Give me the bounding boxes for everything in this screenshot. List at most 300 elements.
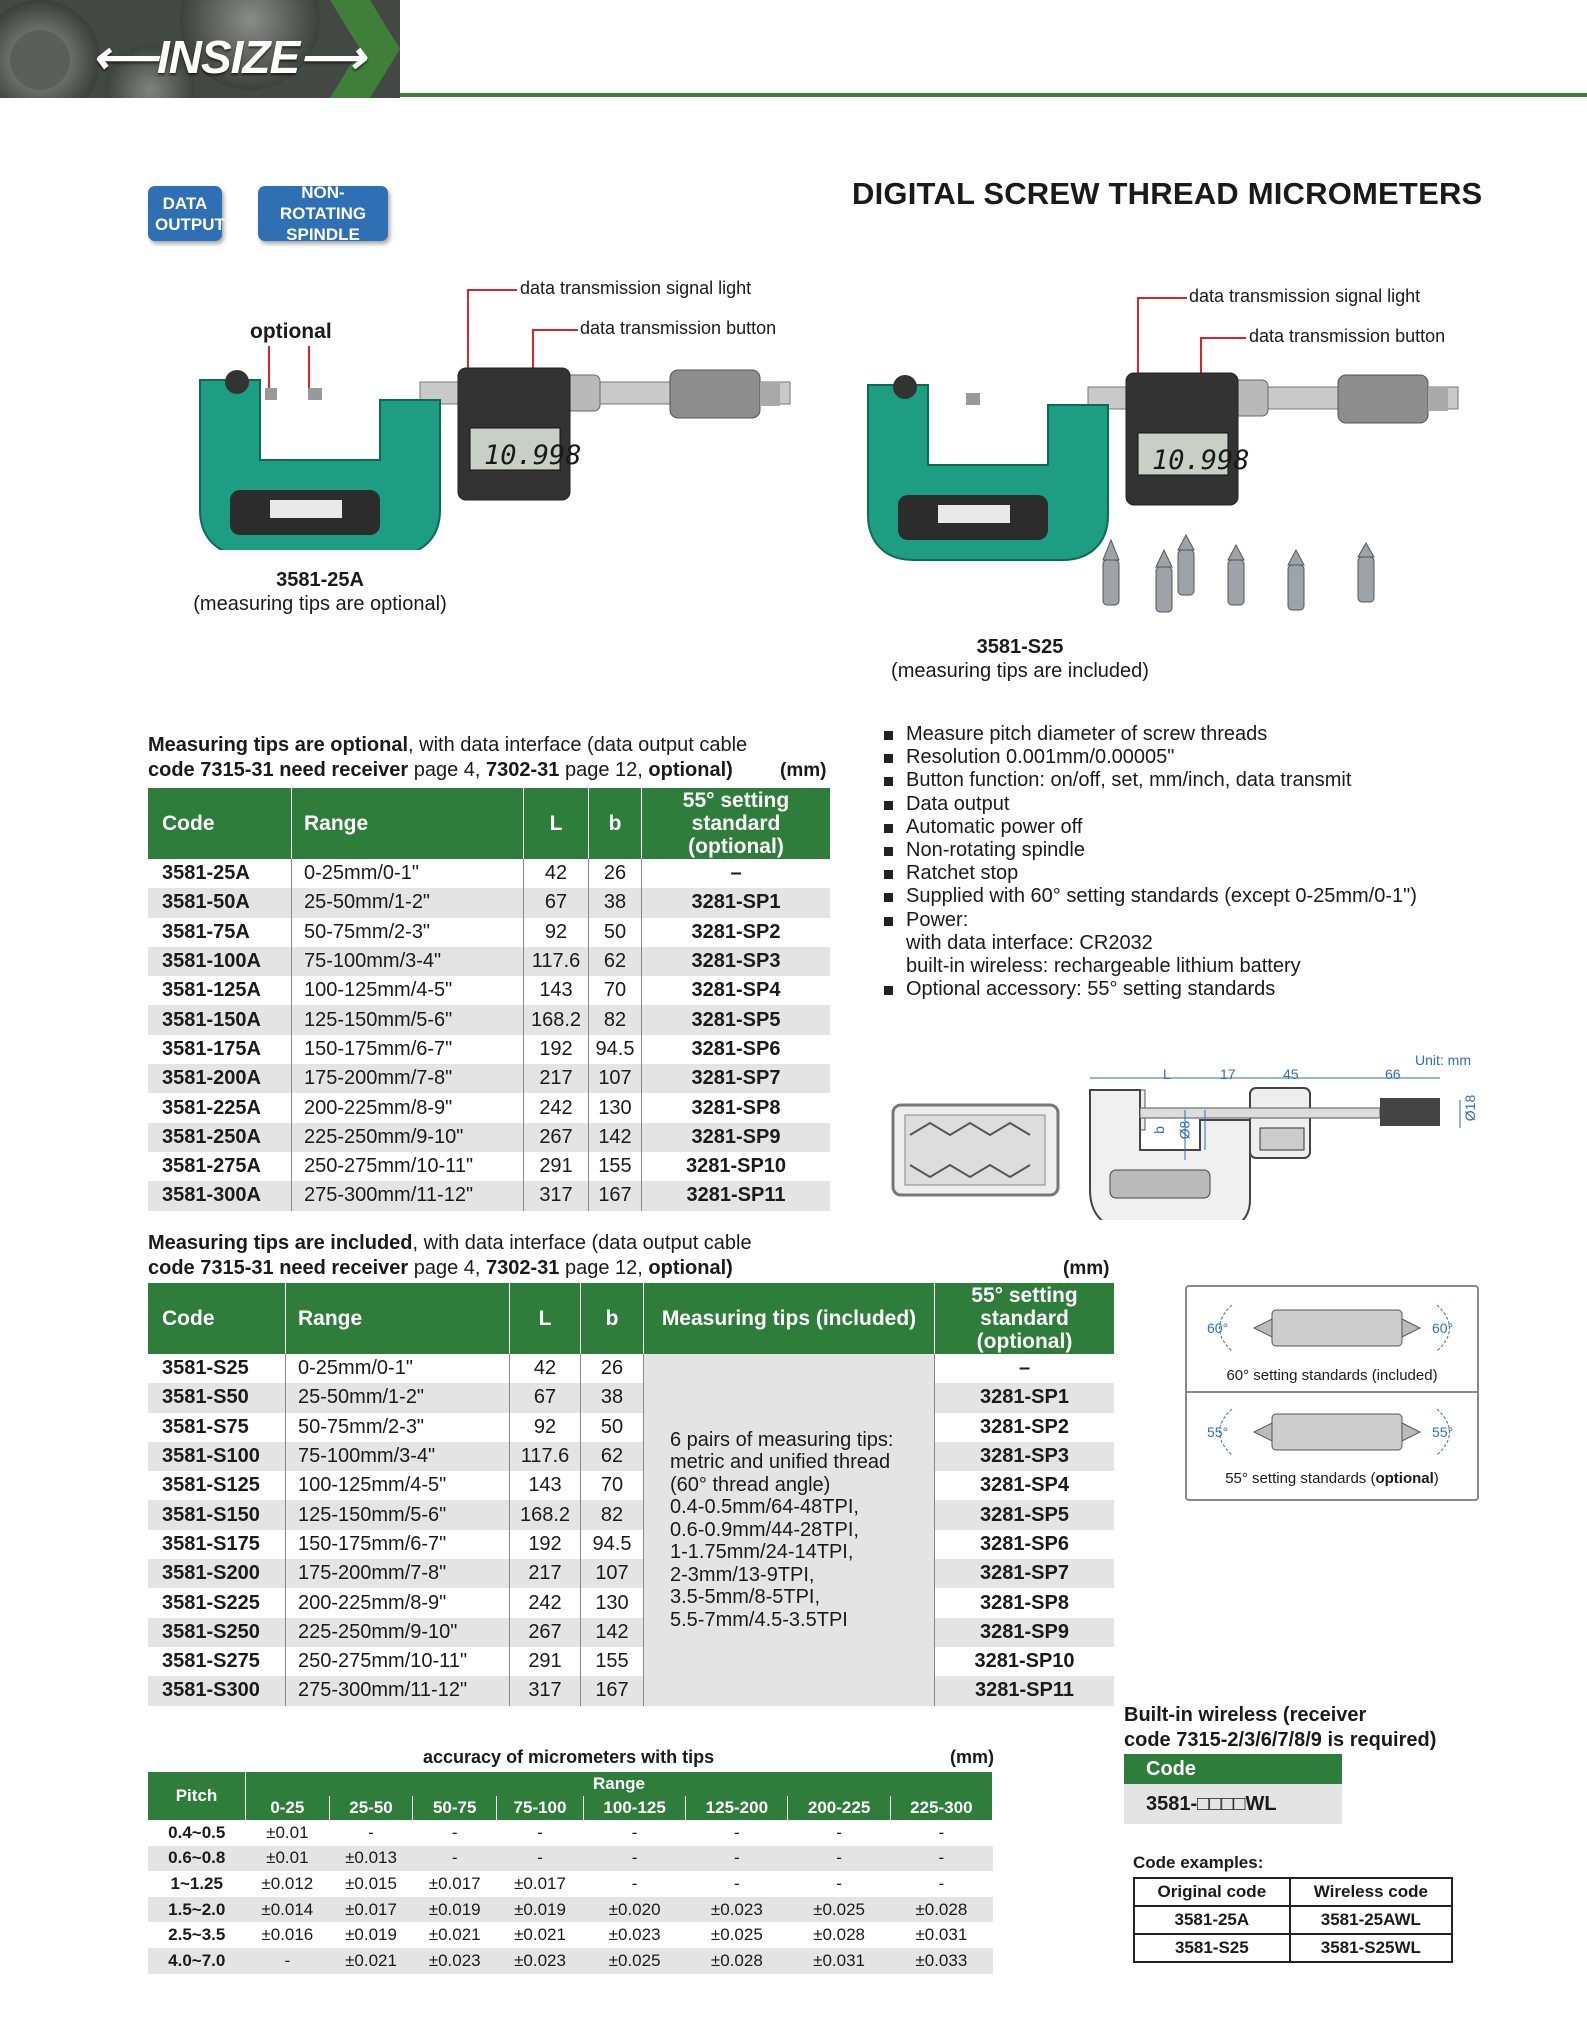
table-cell: 3581-S150: [148, 1500, 286, 1529]
example-cell: 3581-S25WL: [1290, 1934, 1452, 1962]
table-cell: 142: [589, 1123, 642, 1152]
table-cell: 3281-SP2: [691, 920, 781, 943]
title-part: code 7315-2/3/6/7/8/9 is required): [1124, 1729, 1437, 1751]
label-part: optional: [1375, 1470, 1434, 1487]
feature-item: Power:: [882, 909, 1582, 932]
table-row: [148, 1676, 1114, 1705]
table-cell: ±0.025: [788, 1897, 890, 1923]
tips-line: 0.6-0.9mm/44-28TPI,: [670, 1518, 859, 1541]
angle-label: 60°: [1207, 1320, 1229, 1336]
table-row: [148, 1093, 830, 1122]
standard-55-label: [1187, 1470, 1477, 1487]
table-cell: 117.6: [524, 947, 589, 976]
table-cell: 3581-S100: [148, 1442, 286, 1471]
table-cell: 125-150mm/5-6": [286, 1500, 510, 1529]
title-part: Measuring tips are included: [148, 1232, 413, 1254]
table-cell: 26: [581, 1354, 644, 1383]
table-cell: ±0.01: [246, 1846, 330, 1872]
page-title: DIGITAL SCREW THREAD MICROMETERS: [852, 176, 1483, 211]
title-part: page 12,: [559, 1257, 649, 1279]
table-row: [148, 976, 830, 1005]
label-part: ): [1433, 1470, 1439, 1487]
wireless-title: [1124, 1703, 1584, 1753]
table-cell: 3581-275A: [148, 1152, 292, 1181]
feature-item: Optional accessory: 55° setting standards: [882, 978, 1582, 1001]
table-row: [148, 1948, 993, 1974]
table-cell: 3581-100A: [148, 947, 292, 976]
table-cell: 62: [581, 1442, 644, 1471]
power-sub-item: built-in wireless: rechargeable lithium battery: [906, 955, 1301, 978]
table-row: [148, 1530, 1114, 1559]
table-cell: 155: [589, 1152, 642, 1181]
table-cell: 275-300mm/11-12": [286, 1676, 510, 1705]
table-cell: 267: [510, 1618, 581, 1647]
table-accuracy: [148, 1772, 993, 1974]
table-cell: ±0.017: [329, 1897, 413, 1923]
callout-line: [467, 289, 517, 291]
col-header: 125-200: [686, 1796, 788, 1820]
col-header: 225-300: [890, 1796, 992, 1820]
table-row: [148, 1618, 1114, 1647]
col-header: b: [589, 788, 642, 859]
table-cell: 167: [589, 1181, 642, 1210]
table-cell: 3581-S125: [148, 1471, 286, 1500]
table-cell: 130: [589, 1093, 642, 1122]
table-cell: 155: [581, 1647, 644, 1676]
tips-line: 2-3mm/13-9TPI,: [670, 1563, 815, 1586]
table-cell: 3281-SP5: [642, 1005, 831, 1034]
table-row: [148, 1588, 1114, 1617]
table-cell: 3581-150A: [148, 1005, 292, 1034]
table-cell: -: [631, 1873, 638, 1893]
tips-line: metric and unified thread: [670, 1451, 891, 1474]
table-cell: 107: [581, 1559, 644, 1588]
table-cell: ±0.023: [686, 1897, 788, 1923]
table-row: [148, 859, 830, 888]
title-part: code 7315-31 need receiver: [148, 759, 409, 781]
title-part: 7302-31: [486, 1257, 560, 1279]
table-cell: 117.6: [510, 1442, 581, 1471]
model-number: 3581-25A: [276, 569, 364, 591]
title-part: , with data interface (data output cable: [412, 1232, 752, 1254]
table-cell: 250-275mm/10-11": [292, 1152, 524, 1181]
table-cell: ±0.033: [890, 1948, 992, 1974]
table-cell: ±0.023: [497, 1948, 584, 1974]
table-cell: 242: [524, 1093, 589, 1122]
title-part: optional): [648, 1257, 733, 1279]
table-cell: 3281-SP5: [935, 1500, 1115, 1529]
table-row: [148, 1064, 830, 1093]
table-cell: 26: [589, 859, 642, 888]
table-cell: 67: [524, 888, 589, 917]
table-cell: ±0.028: [686, 1948, 788, 1974]
feature-item: Automatic power off: [882, 816, 1582, 839]
col-header: b: [581, 1283, 644, 1354]
table-cell: 3581-50A: [148, 888, 292, 917]
table-row: [148, 1922, 993, 1948]
table-row: [148, 947, 830, 976]
table-cell: 3281-SP2: [980, 1415, 1069, 1438]
title-part: 7302-31: [486, 759, 560, 781]
callout-transmission-button: data transmission button: [580, 318, 777, 338]
callout-transmission-button: data transmission button: [1249, 326, 1446, 346]
table-cell: 50: [589, 918, 642, 947]
micrometer-image-right: [858, 345, 1478, 645]
col-header: Range: [292, 788, 524, 859]
table-cell: 3581-125A: [148, 976, 292, 1005]
dim-label: 66: [1385, 1066, 1401, 1082]
table-cell: 168.2: [524, 1005, 589, 1034]
table-cell: 3581-200A: [148, 1064, 292, 1093]
table-cell: 92: [524, 918, 589, 947]
table-row: [148, 888, 830, 917]
table-row: [148, 1181, 830, 1210]
table-cell: -: [631, 1822, 638, 1842]
table-cell: -: [836, 1873, 842, 1893]
col-header: 55° setting standard (optional): [642, 788, 831, 859]
example-cell: 3581-25A: [1134, 1906, 1290, 1934]
lcd-display: 10.998: [1152, 445, 1250, 476]
table-cell: 3581-S275: [148, 1647, 286, 1676]
table-cell: 3581-225A: [148, 1093, 292, 1122]
table-cell: 107: [589, 1064, 642, 1093]
table-cell: 3581-S250: [148, 1618, 286, 1647]
data-output-badge: [148, 186, 225, 241]
table-cell: 94.5: [589, 1035, 642, 1064]
table-cell: ±0.031: [788, 1948, 890, 1974]
table1-title: [148, 733, 868, 783]
table-cell: ±0.017: [514, 1873, 566, 1893]
model-note: (measuring tips are included): [891, 660, 1149, 682]
table-cell: 94.5: [581, 1530, 644, 1559]
table-cell: 3581-S200: [148, 1559, 286, 1588]
table-cell: 150-175mm/6-7": [286, 1530, 510, 1559]
table-cell: 4.0~7.0: [148, 1948, 246, 1974]
table-cell: 167: [581, 1676, 644, 1705]
table-cell: ±0.028: [890, 1897, 992, 1923]
table-cell: ±0.019: [497, 1897, 584, 1923]
tips-line: 3.5-5mm/8-5TPI,: [670, 1586, 821, 1609]
angle-label: 60°: [1432, 1320, 1454, 1336]
col-header: L: [524, 788, 589, 859]
table-row: [148, 1152, 830, 1181]
tips-line: (60° thread angle): [670, 1473, 831, 1496]
table-cell: -: [788, 1846, 890, 1872]
table-cell: 3581-S25: [148, 1354, 286, 1383]
table3-title: accuracy of micrometers with tips: [423, 1747, 715, 1767]
col-header: Original code: [1134, 1878, 1290, 1906]
code-examples-title: Code examples:: [1133, 1853, 1264, 1872]
table-cell: 42: [524, 859, 589, 888]
tips-line: 0.4-0.5mm/64-48TPI,: [670, 1496, 859, 1519]
table-cell: –: [1018, 1357, 1031, 1380]
table-cell: 75-100mm/3-4": [286, 1442, 510, 1471]
table2-title: [148, 1231, 868, 1281]
table-row: [148, 1123, 830, 1152]
table1-unit: (mm): [780, 760, 827, 781]
table-cell: 3581-S300: [148, 1676, 286, 1705]
table-row: [148, 1383, 1114, 1412]
example-cell: 3581-25AWL: [1290, 1906, 1452, 1934]
col-header: Pitch: [148, 1772, 246, 1820]
col-header: 200-225: [788, 1796, 890, 1820]
non-rotating-badge: [258, 183, 388, 244]
feature-item: Measure pitch diameter of screw threads: [882, 723, 1582, 746]
table-row: [148, 1820, 993, 1846]
callout-signal-light: data transmission signal light: [520, 278, 752, 298]
table-cell: -: [836, 1822, 842, 1842]
table-cell: -: [584, 1846, 686, 1872]
table-cell: 291: [524, 1152, 589, 1181]
table-tips-optional: [148, 788, 830, 1211]
table-cell: 3281-SP6: [980, 1532, 1069, 1555]
table-cell: 50: [581, 1413, 644, 1442]
table-cell: 70: [581, 1471, 644, 1500]
table-cell: 250-275mm/10-11": [286, 1647, 510, 1676]
table-cell: 317: [510, 1676, 581, 1705]
table-cell: 100-125mm/4-5": [292, 976, 524, 1005]
table-cell: ±0.025: [710, 1925, 763, 1945]
table3-body: [148, 1820, 993, 1974]
table-cell: 130: [581, 1588, 644, 1617]
table-cell: 50-75mm/2-3": [286, 1413, 510, 1442]
table3-unit: (mm): [950, 1747, 994, 1767]
table-row: [148, 1846, 993, 1872]
lcd-display: 10.998: [484, 440, 582, 471]
table-row: [148, 1471, 1114, 1500]
col-header: 25-50: [329, 1796, 413, 1820]
table-cell: 217: [524, 1064, 589, 1093]
table-cell: 3281-SP4: [980, 1474, 1069, 1497]
measuring-tips-cell: [644, 1354, 935, 1706]
table-cell: 0-25mm/0-1": [292, 859, 524, 888]
table-cell: 225-250mm/9-10": [292, 1123, 524, 1152]
table-row: [148, 1871, 993, 1897]
feature-items: [882, 723, 1582, 932]
setting-standard-60-icon: [1192, 1295, 1472, 1355]
table-cell: 3581-250A: [148, 1123, 292, 1152]
feature-item: Resolution 0.001mm/0.00005": [882, 746, 1582, 769]
table-row: [148, 1354, 1114, 1383]
table-cell: ±0.025: [584, 1948, 686, 1974]
title-part: , with data interface (data output cable: [408, 734, 748, 756]
setting-standards-box: [1185, 1285, 1479, 1501]
table-cell: ±0.023: [608, 1925, 661, 1945]
table-cell: 175-200mm/7-8": [292, 1064, 524, 1093]
table-cell: 275-300mm/11-12": [292, 1181, 524, 1210]
table-cell: 3581-S75: [148, 1413, 286, 1442]
table-cell: -: [413, 1846, 497, 1872]
table-row: [148, 1647, 1114, 1676]
badge-label: NON-ROTATING SPINDLE: [279, 183, 367, 244]
power-sub-item: with data interface: CR2032: [906, 931, 1153, 954]
table-row: [148, 1413, 1114, 1442]
dim-label: Ø18: [1462, 1094, 1479, 1122]
table-cell: 38: [581, 1383, 644, 1412]
dim-label: 45: [1283, 1066, 1299, 1082]
table-cell: -: [368, 1822, 374, 1842]
table-cell: ±0.019: [413, 1897, 497, 1923]
table-cell: 62: [589, 947, 642, 976]
table-cell: -: [938, 1822, 945, 1842]
wireless-code-header: Code: [1124, 1754, 1342, 1784]
title-part: page 4,: [408, 759, 487, 781]
tips-line: 5.5-7mm/4.5-3.5TPI: [670, 1608, 848, 1631]
feature-item: Ratchet stop: [882, 862, 1582, 885]
table-cell: 0.6~0.8: [148, 1846, 246, 1872]
title-part: Built-in wireless (receiver: [1124, 1704, 1367, 1726]
table-cell: 3281-SP8: [980, 1591, 1069, 1614]
code-examples-table: [1133, 1877, 1453, 1963]
table-cell: 267: [524, 1123, 589, 1152]
table-cell: –: [730, 862, 742, 885]
label-part: 55° setting standards (: [1225, 1470, 1376, 1487]
table-cell: -: [938, 1873, 945, 1893]
table-row: [148, 1035, 830, 1064]
callout-signal-light: data transmission signal light: [1189, 286, 1421, 306]
table-row: [148, 918, 830, 947]
table-cell: 82: [589, 1005, 642, 1034]
drawing-unit: Unit: mm: [1415, 1052, 1471, 1068]
table-cell: ±0.021: [428, 1925, 481, 1945]
table-cell: 192: [524, 1035, 589, 1064]
table-cell: 50-75mm/2-3": [292, 918, 524, 947]
example-cell: 3581-S25: [1134, 1934, 1290, 1962]
table-row: [148, 1500, 1114, 1529]
table-cell: 168.2: [510, 1500, 581, 1529]
table-cell: 70: [589, 976, 642, 1005]
feature-item: Button function: on/off, set, mm/inch, data transmit: [882, 769, 1582, 792]
table-cell: ±0.014: [246, 1897, 330, 1923]
col-header: 0-25: [246, 1796, 330, 1820]
table-row: [148, 1897, 993, 1923]
table-cell: 3281-SP11: [935, 1676, 1115, 1705]
tips-line: 1-1.75mm/24-14TPI,: [670, 1541, 854, 1564]
table-cell: 1~1.25: [170, 1873, 223, 1893]
table-cell: 3281-SP1: [935, 1383, 1115, 1412]
header-banner: [0, 0, 400, 98]
table-cell: 143: [524, 976, 589, 1005]
table-cell: ±0.01: [266, 1822, 309, 1842]
table-cell: 100-125mm/4-5": [286, 1471, 510, 1500]
table-cell: -: [890, 1846, 992, 1872]
table-cell: 3581-25A: [148, 859, 292, 888]
table-cell: 3581-S225: [148, 1588, 286, 1617]
table-cell: 317: [524, 1181, 589, 1210]
divider: [1187, 1391, 1477, 1393]
col-header: Range: [286, 1283, 510, 1354]
product-caption-left: [170, 568, 470, 616]
table-cell: ±0.021: [329, 1948, 413, 1974]
callout-line: [1200, 337, 1246, 339]
table-cell: ±0.015: [345, 1873, 397, 1893]
table1-body: [148, 859, 830, 1211]
table-cell: 2.5~3.5: [168, 1925, 226, 1945]
wireless-code-value: 3581-□□□□WL: [1124, 1784, 1342, 1824]
table-cell: 200-225mm/8-9": [286, 1588, 510, 1617]
table-cell: ±0.023: [413, 1948, 497, 1974]
table2-body: [148, 1354, 1114, 1706]
col-header: Measuring tips (included): [644, 1283, 935, 1354]
product-caption-right: [870, 635, 1170, 683]
table-cell: 192: [510, 1530, 581, 1559]
table-cell: 1.5~2.0: [148, 1897, 246, 1923]
table-cell: 175-200mm/7-8": [286, 1559, 510, 1588]
table-cell: 3581-S50: [148, 1383, 286, 1412]
angle-label: 55°: [1432, 1424, 1454, 1440]
setting-standard-55-icon: [1192, 1399, 1472, 1459]
feature-item: Supplied with 60° setting standards (except 0-25mm/0-1"): [882, 885, 1582, 908]
table-cell: ±0.021: [514, 1925, 566, 1945]
table-row: [148, 1005, 830, 1034]
table-cell: ±0.031: [915, 1925, 968, 1945]
title-part: Measuring tips are optional: [148, 734, 409, 756]
table-cell: 142: [581, 1618, 644, 1647]
header-rule: [400, 93, 1587, 97]
table-cell: ±0.028: [813, 1925, 866, 1945]
table-cell: 25-50mm/1-2": [286, 1383, 510, 1412]
model-note: (measuring tips are optional): [193, 593, 447, 615]
col-header: Wireless code: [1290, 1878, 1452, 1906]
table-cell: -: [734, 1822, 740, 1842]
table-cell: 3281-SP3: [642, 947, 831, 976]
table-cell: 3281-SP10: [685, 1155, 787, 1178]
col-header: L: [510, 1283, 581, 1354]
standard-60-label: 60° setting standards (included): [1226, 1367, 1438, 1384]
table-cell: ±0.019: [345, 1925, 397, 1945]
table-cell: ±0.020: [584, 1897, 686, 1923]
optional-label: optional: [250, 320, 332, 343]
callout-line: [1137, 297, 1187, 299]
feature-item: Non-rotating spindle: [882, 839, 1582, 862]
table-cell: 42: [510, 1354, 581, 1383]
table-cell: ±0.016: [261, 1925, 314, 1945]
table-cell: 3281-SP9: [642, 1123, 831, 1152]
table-cell: 3281-SP1: [642, 888, 831, 917]
title-part: page 4,: [408, 1257, 487, 1279]
model-number: 3581-S25: [976, 636, 1064, 658]
dim-label: Ø8: [1176, 1120, 1193, 1140]
table-cell: 3581-300A: [148, 1181, 292, 1210]
col-header: Range: [246, 1772, 993, 1796]
table-cell: 92: [510, 1413, 581, 1442]
table-cell: 0.4~0.5: [168, 1822, 226, 1842]
table-cell: 38: [589, 888, 642, 917]
dim-label: 17: [1220, 1066, 1236, 1082]
table-cell: 3281-SP6: [691, 1037, 781, 1060]
title-part: page 12,: [559, 759, 649, 781]
table-cell: -: [537, 1822, 543, 1842]
dim-label: L: [1163, 1066, 1171, 1082]
feature-item: Data output: [882, 793, 1582, 816]
col-header: 75-100: [497, 1796, 584, 1820]
table-cell: 242: [510, 1588, 581, 1617]
table-cell: 3581-S175: [148, 1530, 286, 1559]
col-header: 55° setting standard (optional): [935, 1283, 1115, 1354]
table-cell: 200-225mm/8-9": [292, 1093, 524, 1122]
callout-line: [532, 329, 578, 331]
col-header: Code: [148, 788, 292, 859]
table-cell: 3281-SP8: [691, 1096, 781, 1119]
table-cell: 225-250mm/9-10": [286, 1618, 510, 1647]
table-cell: 25-50mm/1-2": [292, 888, 524, 917]
table-cell: 217: [510, 1559, 581, 1588]
col-header: Code: [148, 1283, 286, 1354]
table-cell: 3281-SP9: [935, 1618, 1115, 1647]
table-cell: 125-150mm/5-6": [292, 1005, 524, 1034]
col-header: 50-75: [413, 1796, 497, 1820]
title-part: optional): [648, 759, 733, 781]
